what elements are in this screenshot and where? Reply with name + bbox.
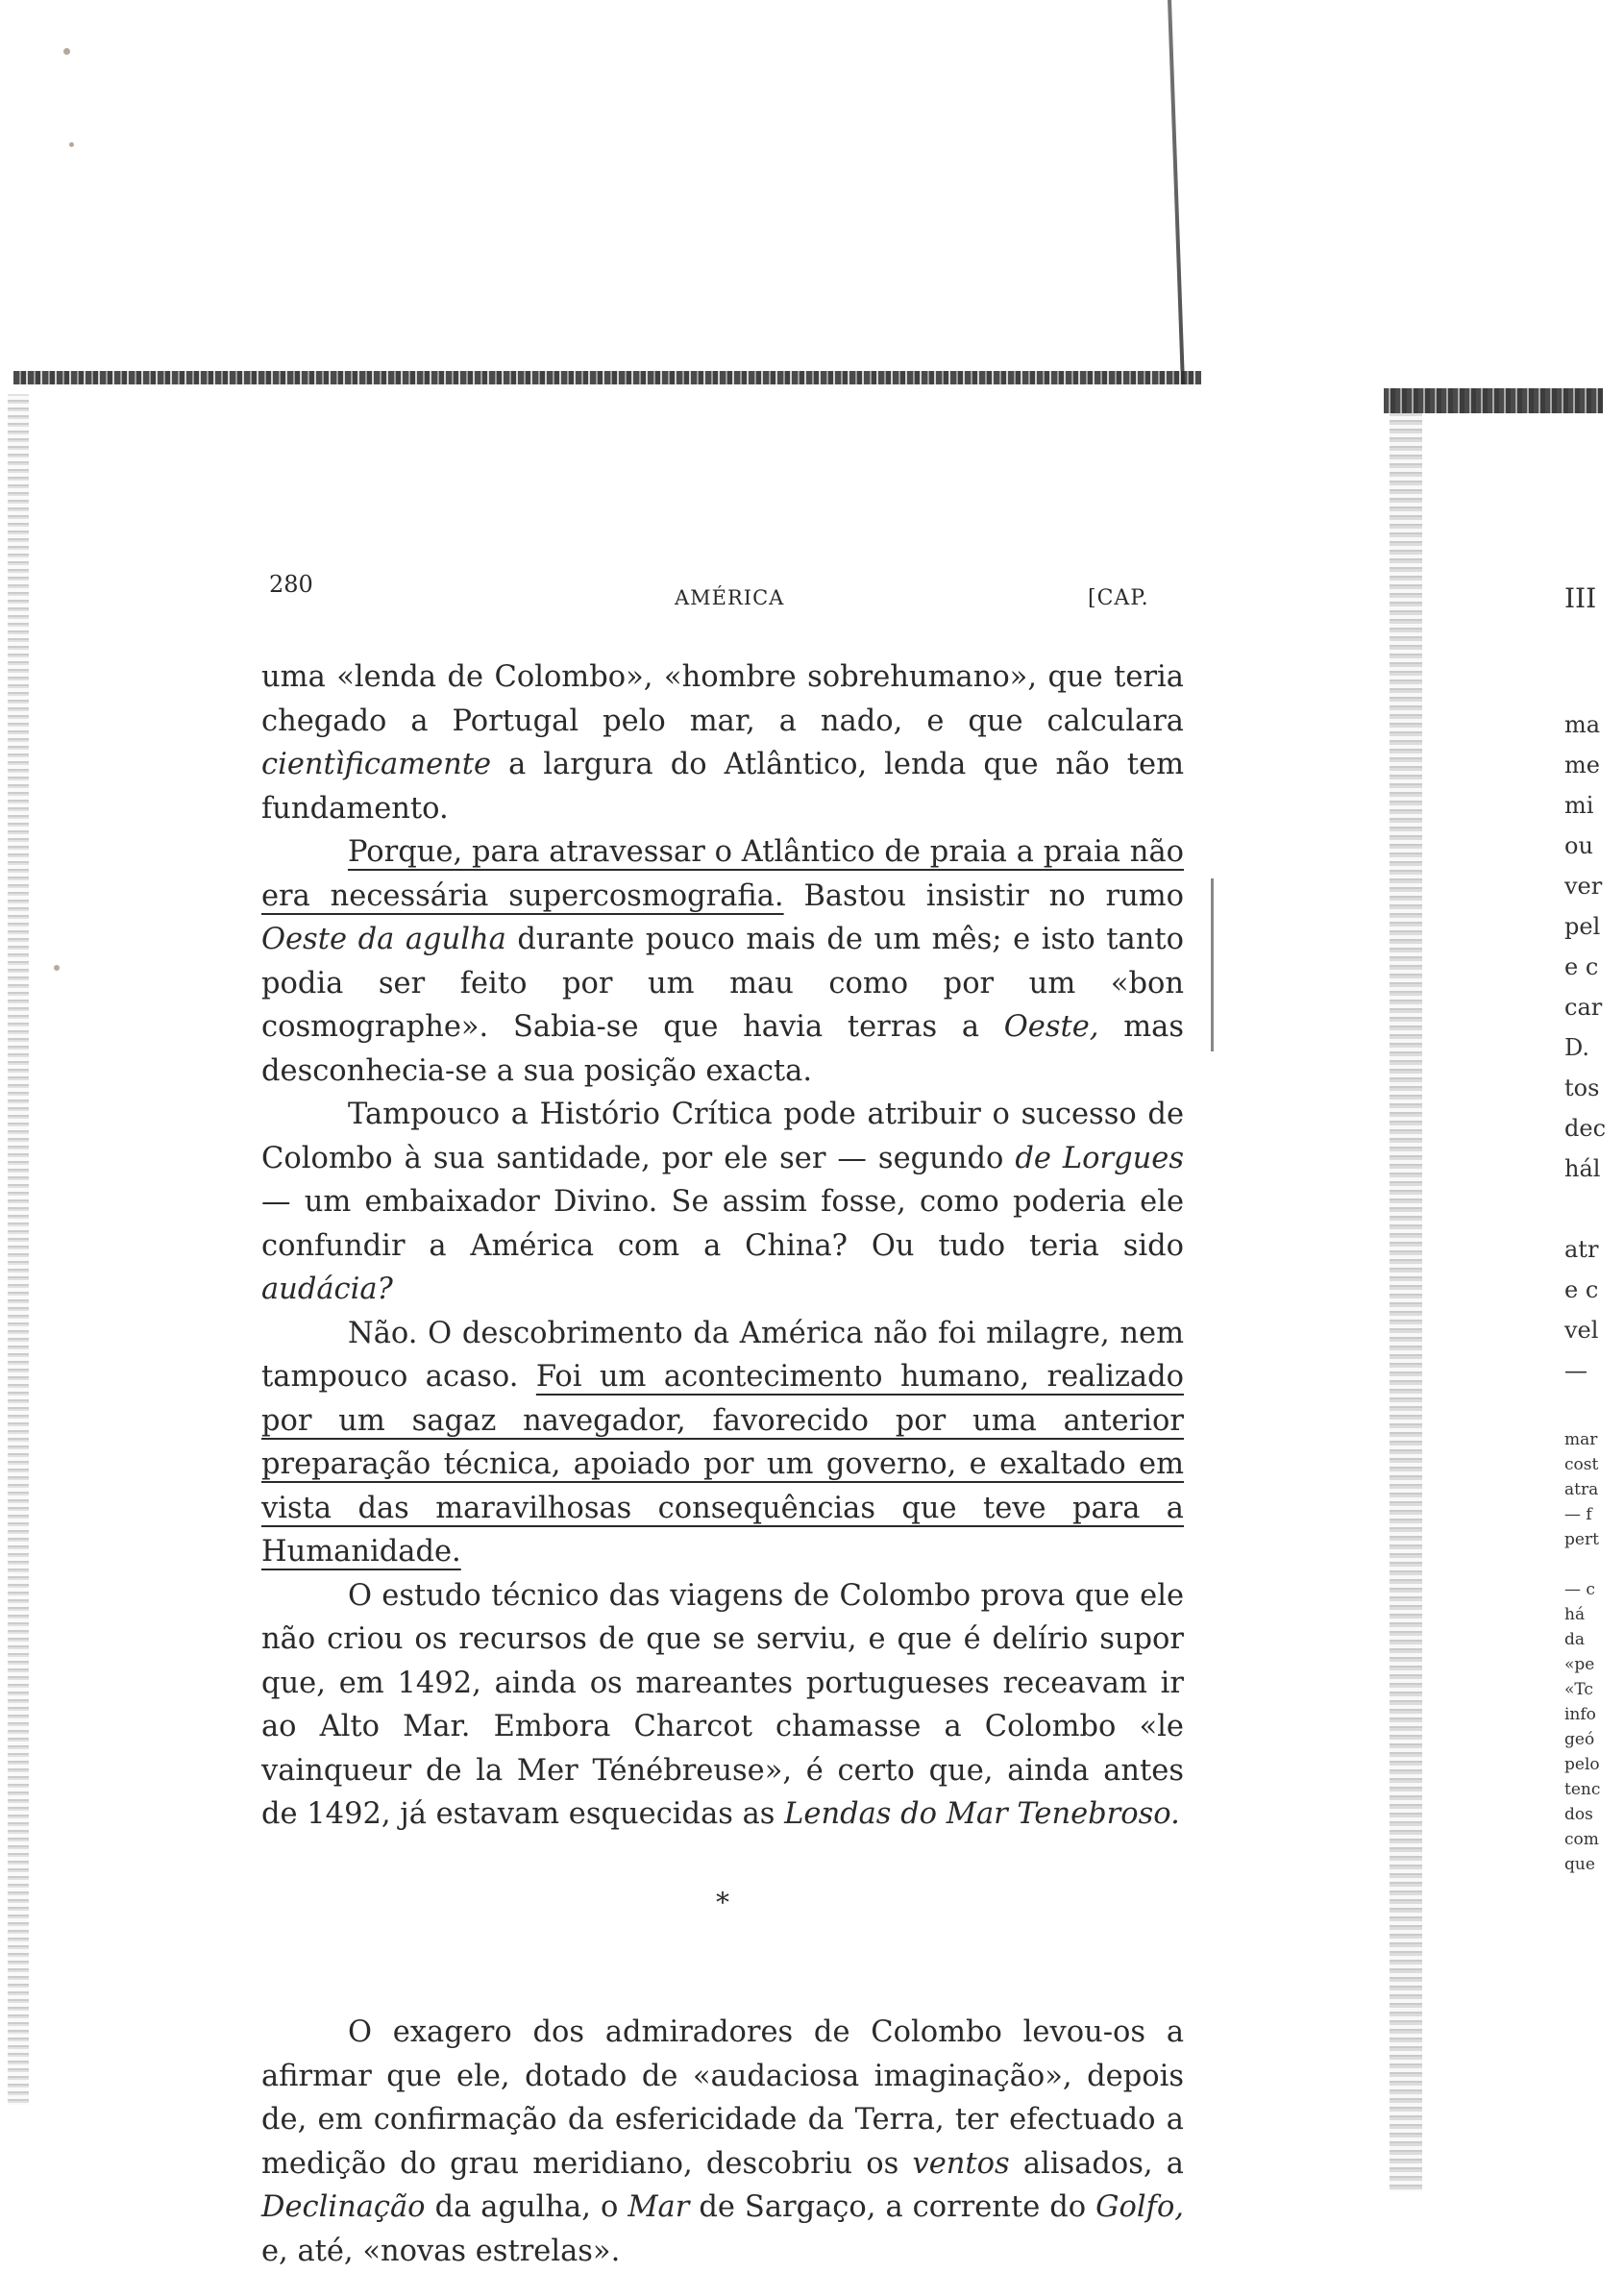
page-number: 280 [269,571,313,598]
adjacent-page-fragment: tos [1564,1075,1600,1101]
adjacent-page-note-fragment: dos [1564,1805,1593,1824]
underlined-passage: Foi um acontecimento humano, realizado por um sagaz navegador, favorecido por uma anterior preparação técnica, apoiado por um governo, e exaltado em vista das maravilhosas consequências que teve para a Humanidade. [261,1360,1184,1569]
adjacent-page-note-fragment: — f [1564,1505,1592,1524]
scan-edge-shadow-right [1384,388,1603,413]
adjacent-page-fragment: pel [1564,913,1601,940]
adjacent-page-fragment: D. [1564,1034,1590,1061]
adjacent-page-note-fragment: cost [1564,1455,1599,1474]
running-title: AMÉRICA [675,586,785,609]
adjacent-page-note-fragment: «pe [1564,1655,1595,1674]
chapter-marker: [CAP. [1088,586,1149,610]
adjacent-page-fragment: atr [1564,1236,1599,1263]
adjacent-page-fragment: ma [1564,711,1601,738]
adjacent-page-note-fragment: tenc [1564,1780,1601,1799]
adjacent-page-note-fragment: — c [1564,1580,1595,1599]
adjacent-page-note-fragment: pelo [1564,1755,1600,1774]
scan-edge-shadow [13,371,1201,384]
adjacent-page-note-fragment: info [1564,1705,1596,1724]
scan-speck [69,142,74,147]
scan-fold-line [1168,0,1185,384]
scan-speck [63,48,70,55]
adjacent-page-note-fragment: com [1564,1830,1599,1849]
page-gutter-right [1390,413,1422,2191]
adjacent-page-fragment: me [1564,752,1600,778]
margin-mark [1211,878,1214,1051]
adjacent-page-fragment: hál [1564,1155,1601,1182]
adjacent-page-fragment: car [1564,994,1603,1021]
adjacent-page-note-fragment: há [1564,1605,1586,1624]
adjacent-page-note-fragment: da [1564,1630,1586,1649]
adjacent-page-note-fragment: pert [1564,1530,1599,1549]
book-page [261,567,1184,2273]
paragraph: Não. O descobrimento da América não foi milagre, nem tampouco acaso. Foi um acontecimento humano, realizado por um sagaz navegador, favorecido por uma anterior preparação técnica, apoiado por um governo, e exaltado em vista das maravilhosas consequências que teve para a Humanidade. [261,1316,1184,1569]
paragraph: uma «lenda de Colombo», «hombre sobrehumano», que teria chegado a Portugal pelo mar, a nado, e que calculara cientìficamente a largura do Atlântico, lenda que não tem fundamento. [261,660,1184,826]
page-gutter-left [8,394,29,2105]
paragraph: O estudo técnico das viagens de Colombo prova que ele não criou os recursos de que se serviu, e que é delírio supor que, em 1492, ainda os mareantes portugueses receavam ir ao Alto Mar. Embora Charcot chamasse a Colombo «le vainqueur de la Mer Ténébreuse», é certo que, ainda antes de 1492, já estavam esquecidas as Lendas do Mar Tenebroso. [261,1578,1184,1831]
body-text [261,655,1184,2273]
paragraph: Tampouco a Histório Crítica pode atribuir o sucesso de Colombo à sua santidade, por ele ser — segundo de Lorgues — um embaixador Divino. Se assim fosse, como poderia ele confundir a América com a China? Ou tudo teria sido audácia? [261,1098,1184,1306]
adjacent-page-chapter: III [1564,582,1597,614]
adjacent-page-note-fragment: mar [1564,1430,1598,1449]
paragraph: Porque, para atravessar o Atlântico de praia a praia não era necessária supercosmografia. Bastou insistir no rumo Oeste da agulha durante pouco mais de um mês; e isto tanto podia ser feito por um mau como por um «bon cosmographe». Sabia-se que havia terras a Oeste, mas desconhecia-se a sua posição exacta. [261,835,1185,1088]
scan-speck [54,965,60,971]
adjacent-page-fragment: dec [1564,1115,1607,1142]
adjacent-page-fragment: — [1564,1357,1587,1384]
adjacent-page-note-fragment: «Tc [1564,1680,1593,1699]
adjacent-page-fragment: e c [1564,953,1599,980]
running-head [261,567,1184,615]
underlined-passage: Porque, para atravessar o Atlântico de praia a praia não era necessária supercosmografia. [261,835,1184,913]
paragraph: O exagero dos admiradores de Colombo levou-os a afirmar que ele, dotado de «audaciosa imaginação», depois de, em confirmação da esfericidade da Terra, ter efectuado a medição do grau meridiano, descobriu os ventos alisados, a Declinação da agulha, o Mar de Sargaço, a corrente do Golfo, e, até, «novas estrelas». [261,2015,1184,2268]
adjacent-page-note-fragment: geó [1564,1730,1595,1749]
adjacent-page-fragment: ou [1564,832,1593,859]
adjacent-page-note-fragment: atra [1564,1480,1599,1499]
adjacent-page-fragment: mi [1564,792,1594,819]
section-separator: * [716,1886,729,1918]
adjacent-page-fragment: e c [1564,1276,1599,1303]
adjacent-page-fragment: vel [1564,1317,1599,1344]
adjacent-page-note-fragment: que [1564,1855,1595,1874]
adjacent-page-fragment: ver [1564,873,1603,900]
